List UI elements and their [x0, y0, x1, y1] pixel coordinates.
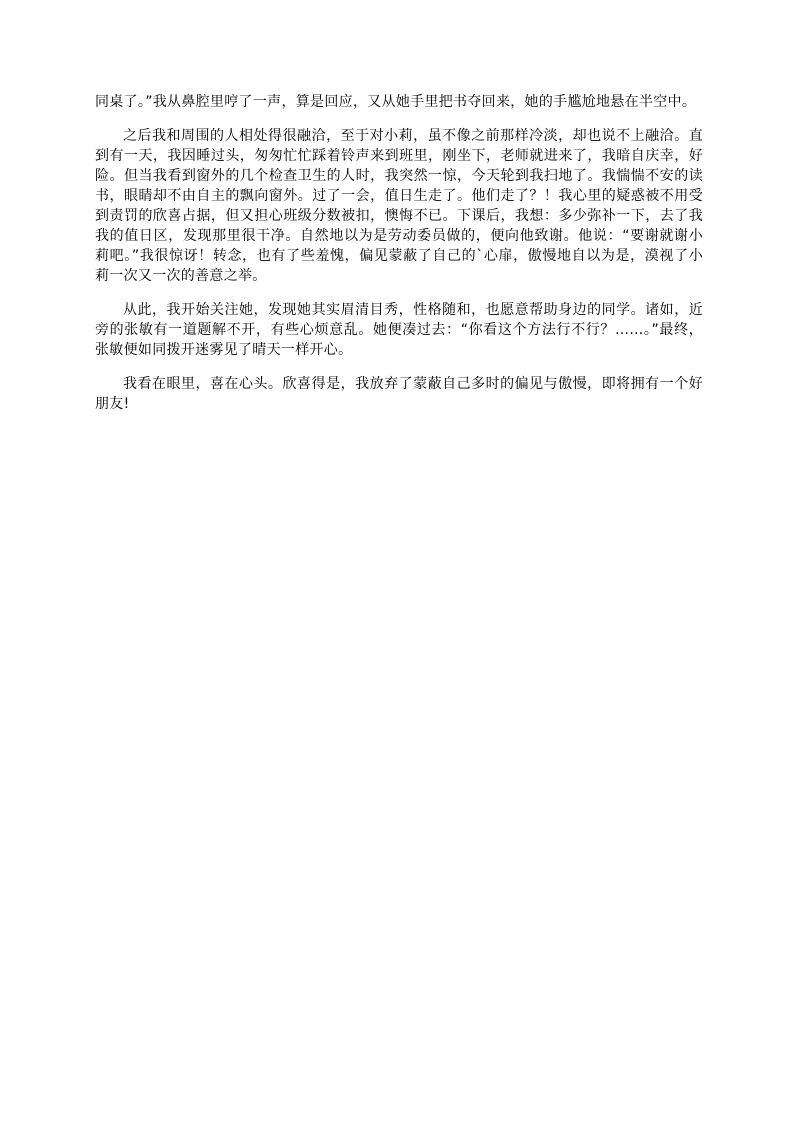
paragraph-1: 同桌了。”我从鼻腔里哼了一声，算是回应，又从她手里把书夺回来，她的手尴尬地悬在半空中。	[95, 94, 697, 110]
paragraph-4: 我看在眼里，喜在心头。欣喜得是，我放弃了蒙蔽自己多时的偏见与傲慢，即将拥有一个好朋友!	[95, 376, 703, 412]
paragraph-2: 之后我和周围的人相处得很融洽，至于对小莉，虽不像之前那样冷淡，却也说不上融洽。直到有一天，我因睡过头，匆匆忙忙踩着铃声来到班里，刚坐下，老师就进来了，我暗自庆幸，好险。但当我看到窗外的几个检查卫生的人时，我突然一惊，今天轮到我扫地了。我惴惴不安的读书，眼睛却不由自主的飘向窗外。过了一会，值日生走了。他们走了？！我心里的疑惑被不用受到责罚的欣喜占据，但又担心班级分数被扣，懊悔不已。下课后，我想：多少弥补一下，去了我我的值日区，发现那里很干净。自然地以为是劳动委员做的，便向他致谢。他说：“要谢就谢小莉吧。”我很惊讶！转念，也有了些羞愧，偏见蒙蔽了自己的`心扉，傲慢地自以为是，漠视了小莉一次又一次的善意之举。	[95, 128, 703, 284]
paragraph-3: 从此，我开始关注她，发现她其实眉清目秀，性格随和，也愿意帮助身边的同学。诸如，近旁的张敏有一道题解不开，有些心烦意乱。她便凑过去：“你看这个方法行不行？……。”最终，张敏便如同拨开迷雾见了晴天一样开心。	[95, 302, 703, 358]
document-body	[95, 92, 703, 428]
